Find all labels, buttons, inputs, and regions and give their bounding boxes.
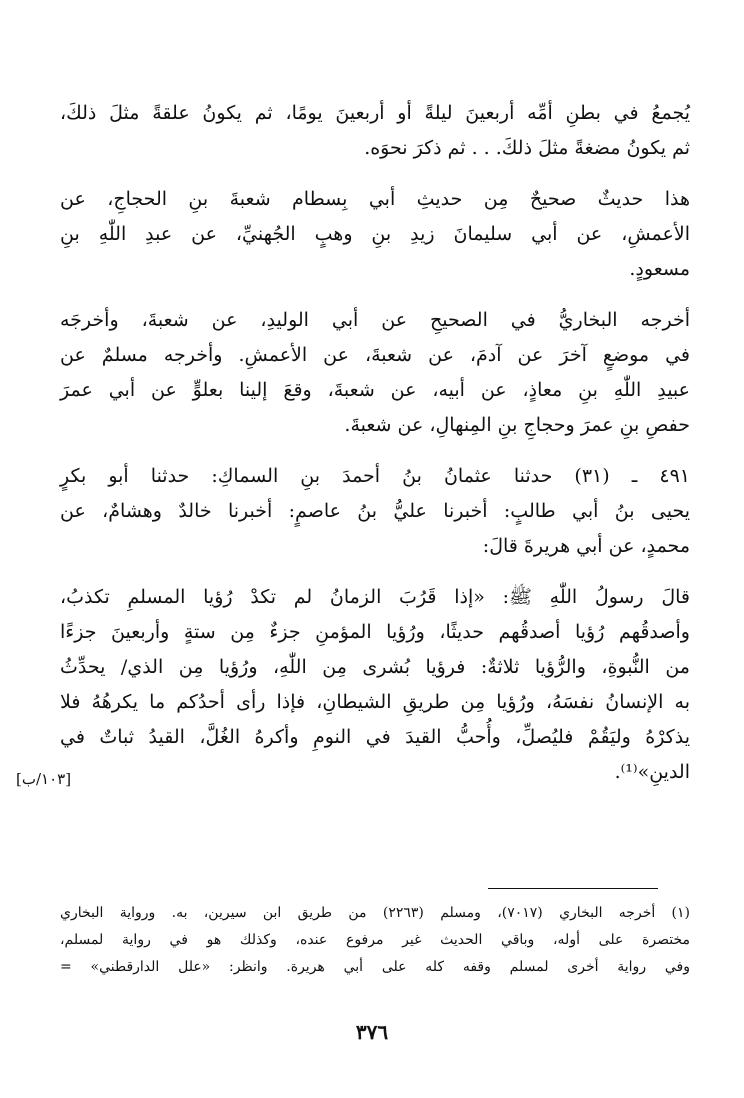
text-line: قالَ رسولُ اللّٰهِ ﷺ: «إذا قَرُبَ الزمانُ لم تكدْ رُؤيا المسلمِ تكذبُ، xyxy=(60,586,690,608)
footnote-separator xyxy=(488,888,658,889)
text-line: ثم يكونُ مضغةً مثلَ ذلكَ. . . ثم ذكرَ نحوَه. xyxy=(364,137,690,159)
paragraph xyxy=(60,96,690,166)
main-text xyxy=(60,96,690,806)
text-line: الأعمشِ، عن أبي سليمانَ زيدِ بنِ وهبٍ الجُهنيِّ، عن عبدِ اللّٰهِ بنِ xyxy=(60,223,690,245)
paragraph xyxy=(60,580,690,790)
text-line: محمدٍ، عن أبي هريرةَ قالَ: xyxy=(482,535,690,557)
footnote-line: وفي رواية أخرى لمسلم وقفه كله على أبي هريرة. وانظر: «علل الدارقطني» = xyxy=(60,959,690,975)
paragraph xyxy=(60,303,690,443)
folio-marker: [١٠٣/ب] xyxy=(16,770,72,788)
footnote-line: (١) أخرجه البخاري (٧٠١٧)، ومسلم (٢٢٦٣) من طريق ابن سيرين، به. ورواية البخاري xyxy=(60,905,691,921)
page-number: ٣٧٦ xyxy=(355,1020,389,1044)
text-line: من النُّبوةِ، والرُّؤيا ثلاثةٌ: فرؤيا بُشرى مِن اللّٰهِ، ورُؤيا مِن الذي/ يحدِّثُ xyxy=(60,656,690,678)
text-line: يُجمعُ في بطنِ أمِّه أربعينَ ليلةً أو أربعينَ يومًا، ثم يكونُ علقةً مثلَ ذلكَ، xyxy=(60,102,690,124)
text-line: مسعودٍ. xyxy=(629,258,690,280)
text-line: أخرجه البخاريُّ في الصحيحِ عن أبي الوليدِ، عن شعبةَ، وأخرجَه xyxy=(60,309,690,331)
text-line: حفصِ بنِ عمرَ وحجاجِ بنِ المِنهالِ، عن شعبةَ. xyxy=(344,414,690,436)
text-line: ٤٩١ ـ (٣١) حدثنا عثمانُ بنُ أحمدَ بنِ السماكِ: حدثنا أبو بكرٍ xyxy=(60,465,690,487)
text-line: في موضعٍ آخرَ عن آدمَ، عن شعبةَ، عن الأعمشِ. وأخرجه مسلمٌ عن xyxy=(60,344,690,366)
text-line: وأصدقُهم رُؤيا أصدقُهم حديثًا، ورُؤيا المؤمنِ جزءٌ مِن ستةٍ وأربعينَ جزءًا xyxy=(60,621,690,643)
text-line: يحيى بنُ أبي طالبٍ: أخبرنا عليُّ بنُ عاصمٍ: أخبرنا خالدٌ وهشامٌ، عن xyxy=(60,500,690,522)
paragraph xyxy=(60,182,690,287)
footnotes xyxy=(60,900,690,981)
text-line: الدينِ»⁽¹⁾. xyxy=(614,761,690,783)
text-line: به الإنسانُ نفسَهُ، ورُؤيا مِن طريقِ الشيطانِ، فإذا رأى أحدُكم ما يكرهُهُ فلا xyxy=(60,691,690,713)
text-line: عبيدِ اللّٰهِ بنِ معاذٍ، عن أبيه، عن شعبةَ، وقعَ إلينا بعلوٍّ عن أبي عمرَ xyxy=(60,379,690,401)
footnote-line: مختصرة على أوله، وباقي الحديث غير مرفوع عنده، وكذلك هو في رواية لمسلم، xyxy=(60,932,690,948)
paragraph xyxy=(60,459,690,564)
text-line: هذا حديثٌ صحيحٌ مِن حديثِ أبي بِسطام شعبةَ بنِ الحجاجِ، عن xyxy=(60,188,690,210)
text-line: يذكرْهُ وليَقُمْ فليُصلِّ، وأُحبُّ القيدَ في النومِ وأكرهُ الغُلَّ، القيدُ ثباتٌ في xyxy=(60,726,690,748)
